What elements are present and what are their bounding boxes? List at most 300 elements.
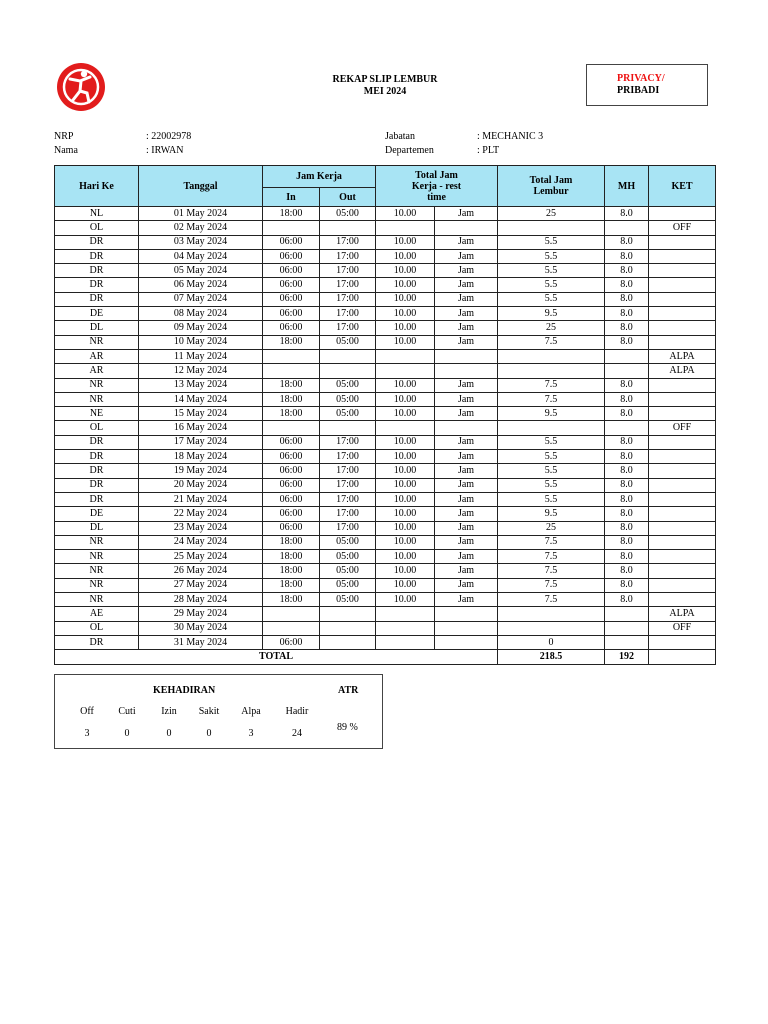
cell-unit [435,421,498,435]
cell-tanggal: 12 May 2024 [139,364,263,378]
summary-col-label: Off [80,706,94,717]
cell-hari: NR [55,593,139,607]
privacy-label: PRIVACY/ [617,73,665,84]
cell-ket [649,235,716,249]
cell-lembur: 0 [498,635,605,649]
cell-unit: Jam [435,450,498,464]
cell-in: 18:00 [263,564,320,578]
cell-out: 05:00 [320,578,376,592]
cell-tjk: 10.00 [376,249,435,263]
cell-tanggal: 17 May 2024 [139,435,263,449]
cell-tanggal: 05 May 2024 [139,264,263,278]
cell-out: 17:00 [320,435,376,449]
table-row [55,307,716,321]
cell-lembur: 7.5 [498,392,605,406]
cell-ket [649,435,716,449]
cell-out: 17:00 [320,292,376,306]
cell-hari: DR [55,249,139,263]
cell-tjk [376,635,435,649]
cell-ket [649,264,716,278]
cell-out [320,621,376,635]
cell-unit: Jam [435,478,498,492]
cell-lembur: 7.5 [498,578,605,592]
cell-lembur [498,607,605,621]
cell-out: 05:00 [320,593,376,607]
employee-info-right [385,130,705,160]
cell-hari: NR [55,392,139,406]
table-row [55,349,716,363]
table-row [55,421,716,435]
cell-lembur: 5.5 [498,450,605,464]
cell-unit: Jam [435,307,498,321]
table-row [55,621,716,635]
total-label: TOTAL [55,650,498,664]
cell-tjk: 10.00 [376,435,435,449]
cell-out: 17:00 [320,507,376,521]
cell-tjk: 10.00 [376,378,435,392]
cell-in: 18:00 [263,407,320,421]
cell-lembur [498,621,605,635]
departemen-value: : PLT [477,145,500,156]
table-row [55,593,716,607]
cell-ket [649,464,716,478]
cell-hari: OL [55,221,139,235]
cell-tanggal: 26 May 2024 [139,564,263,578]
cell-lembur: 5.5 [498,292,605,306]
summary-col-label: Alpa [241,706,261,717]
cell-unit: Jam [435,378,498,392]
cell-lembur: 7.5 [498,378,605,392]
jabatan-value: : MECHANIC 3 [477,131,544,142]
table-row [55,207,716,221]
cell-tjk: 10.00 [376,578,435,592]
summary-col-value: 24 [292,728,302,739]
cell-in: 18:00 [263,335,320,349]
cell-ket [649,478,716,492]
cell-mh: 8.0 [605,492,649,506]
table-row [55,364,716,378]
cell-in: 18:00 [263,550,320,564]
cell-tjk: 10.00 [376,593,435,607]
cell-hari: NR [55,564,139,578]
cell-in: 18:00 [263,378,320,392]
cell-tjk: 10.00 [376,264,435,278]
cell-hari: NE [55,407,139,421]
cell-unit: Jam [435,521,498,535]
cell-in: 18:00 [263,535,320,549]
cell-tanggal: 18 May 2024 [139,450,263,464]
header-tanggal: Tanggal [139,166,263,207]
cell-unit [435,349,498,363]
attendance-summary [54,674,383,749]
cell-in: 06:00 [263,635,320,649]
cell-ket: OFF [649,421,716,435]
cell-tanggal: 08 May 2024 [139,307,263,321]
cell-unit: Jam [435,593,498,607]
cell-tanggal: 10 May 2024 [139,335,263,349]
cell-in [263,421,320,435]
header-hari-ke: Hari Ke [55,166,139,207]
cell-mh [605,635,649,649]
cell-in: 06:00 [263,264,320,278]
cell-lembur: 9.5 [498,407,605,421]
cell-unit: Jam [435,335,498,349]
cell-mh [605,364,649,378]
cell-hari: NR [55,578,139,592]
table-row [55,507,716,521]
cell-out [320,221,376,235]
cell-in: 06:00 [263,249,320,263]
summary-col-value: 3 [84,728,90,739]
cell-unit [435,621,498,635]
cell-ket: ALPA [649,364,716,378]
cell-ket [649,407,716,421]
header-total-jam-kerja: Total Jam Kerja - rest time [376,166,498,207]
cell-lembur: 7.5 [498,593,605,607]
cell-unit: Jam [435,249,498,263]
cell-unit: Jam [435,207,498,221]
cell-mh: 8.0 [605,435,649,449]
cell-ket [649,450,716,464]
cell-hari: DR [55,435,139,449]
total-lembur: 218.5 [498,650,605,664]
cell-in: 18:00 [263,578,320,592]
privacy-box [586,64,708,106]
cell-out: 05:00 [320,407,376,421]
cell-tanggal: 16 May 2024 [139,421,263,435]
cell-hari: DR [55,464,139,478]
cell-lembur: 5.5 [498,235,605,249]
pribadi-label: PRIBADI [617,85,660,96]
cell-lembur: 5.5 [498,492,605,506]
cell-hari: AR [55,349,139,363]
cell-tjk: 10.00 [376,292,435,306]
cell-ket [649,249,716,263]
table-row [55,450,716,464]
cell-in [263,607,320,621]
table-row [55,264,716,278]
summary-col-label: Cuti [118,706,136,717]
cell-ket [649,307,716,321]
cell-hari: AE [55,607,139,621]
cell-out: 05:00 [320,207,376,221]
title-line-1: REKAP SLIP LEMBUR [332,74,438,85]
cell-lembur: 5.5 [498,249,605,263]
cell-ket [649,321,716,335]
table-row [55,550,716,564]
nrp-value: : 22002978 [146,131,192,142]
header-jam-kerja: Jam Kerja [263,166,376,188]
cell-out: 17:00 [320,464,376,478]
cell-tjk: 10.00 [376,550,435,564]
cell-unit: Jam [435,507,498,521]
cell-mh [605,621,649,635]
cell-ket [649,564,716,578]
cell-in: 06:00 [263,507,320,521]
cell-out: 17:00 [320,321,376,335]
nama-label: Nama [54,145,78,156]
running-figure-logo-icon [56,62,106,112]
table-row [55,521,716,535]
cell-ket [649,335,716,349]
cell-mh: 8.0 [605,392,649,406]
cell-out: 17:00 [320,264,376,278]
atr-value: 89 % [337,722,358,733]
cell-out: 05:00 [320,335,376,349]
cell-tanggal: 14 May 2024 [139,392,263,406]
summary-col-value: 0 [166,728,172,739]
header-ket: KET [649,166,716,207]
cell-mh: 8.0 [605,235,649,249]
cell-tjk: 10.00 [376,335,435,349]
cell-in: 06:00 [263,278,320,292]
cell-tjk: 10.00 [376,464,435,478]
cell-unit: Jam [435,564,498,578]
cell-out: 05:00 [320,535,376,549]
cell-hari: DR [55,235,139,249]
cell-lembur: 7.5 [498,564,605,578]
cell-tanggal: 04 May 2024 [139,249,263,263]
cell-ket [649,635,716,649]
document-title [270,74,500,98]
cell-hari: DR [55,264,139,278]
cell-out: 17:00 [320,492,376,506]
cell-lembur: 5.5 [498,278,605,292]
cell-mh: 8.0 [605,564,649,578]
cell-lembur [498,421,605,435]
cell-in: 06:00 [263,450,320,464]
cell-hari: NR [55,535,139,549]
cell-hari: DR [55,478,139,492]
table-row [55,378,716,392]
cell-mh: 8.0 [605,378,649,392]
table-row [55,607,716,621]
cell-lembur: 7.5 [498,535,605,549]
cell-ket [649,535,716,549]
cell-hari: DR [55,635,139,649]
cell-lembur [498,221,605,235]
cell-tjk: 10.00 [376,307,435,321]
cell-tjk: 10.00 [376,392,435,406]
cell-tjk: 10.00 [376,478,435,492]
cell-tanggal: 03 May 2024 [139,235,263,249]
cell-unit [435,635,498,649]
cell-lembur: 9.5 [498,307,605,321]
table-row [55,321,716,335]
cell-out: 17:00 [320,307,376,321]
cell-unit: Jam [435,264,498,278]
table-row [55,335,716,349]
company-logo [56,62,106,112]
atr-label: ATR [338,685,359,696]
table-row [55,249,716,263]
cell-out [320,349,376,363]
cell-hari: OL [55,621,139,635]
cell-in: 06:00 [263,321,320,335]
cell-lembur [498,364,605,378]
cell-hari: DL [55,321,139,335]
cell-tanggal: 20 May 2024 [139,478,263,492]
cell-lembur: 7.5 [498,335,605,349]
header-mh: MH [605,166,649,207]
cell-mh: 8.0 [605,207,649,221]
cell-hari: OL [55,421,139,435]
table-row [55,278,716,292]
cell-tanggal: 27 May 2024 [139,578,263,592]
cell-mh [605,421,649,435]
cell-unit [435,221,498,235]
departemen-label: Departemen [385,145,434,156]
cell-out: 17:00 [320,478,376,492]
cell-unit: Jam [435,435,498,449]
cell-unit: Jam [435,392,498,406]
cell-mh [605,221,649,235]
cell-lembur [498,349,605,363]
cell-tanggal: 23 May 2024 [139,521,263,535]
cell-in: 06:00 [263,307,320,321]
cell-tanggal: 28 May 2024 [139,593,263,607]
cell-tjk: 10.00 [376,492,435,506]
table-row [55,235,716,249]
cell-ket [649,207,716,221]
cell-out: 17:00 [320,249,376,263]
cell-mh: 8.0 [605,249,649,263]
cell-tjk: 10.00 [376,207,435,221]
nrp-label: NRP [54,131,74,142]
cell-out: 17:00 [320,235,376,249]
cell-tanggal: 21 May 2024 [139,492,263,506]
cell-ket: OFF [649,221,716,235]
table-row [55,407,716,421]
nama-value: : IRWAN [146,145,184,156]
cell-mh [605,607,649,621]
cell-tanggal: 30 May 2024 [139,621,263,635]
cell-tjk [376,364,435,378]
cell-hari: DR [55,450,139,464]
cell-hari: NR [55,335,139,349]
table-row [55,564,716,578]
cell-ket [649,292,716,306]
title-line-2: MEI 2024 [363,86,407,97]
cell-unit: Jam [435,407,498,421]
cell-in [263,349,320,363]
cell-tjk: 10.00 [376,507,435,521]
cell-hari: DR [55,492,139,506]
cell-out [320,364,376,378]
cell-lembur: 5.5 [498,464,605,478]
cell-out: 05:00 [320,378,376,392]
table-row [55,464,716,478]
cell-ket: OFF [649,621,716,635]
cell-mh: 8.0 [605,292,649,306]
cell-tjk: 10.00 [376,450,435,464]
cell-mh: 8.0 [605,550,649,564]
cell-in: 18:00 [263,593,320,607]
cell-mh: 8.0 [605,535,649,549]
header-in: In [263,188,320,207]
table-row [55,535,716,549]
cell-mh: 8.0 [605,335,649,349]
cell-lembur: 25 [498,521,605,535]
cell-tjk: 10.00 [376,321,435,335]
cell-in [263,221,320,235]
cell-ket: ALPA [649,349,716,363]
cell-ket: ALPA [649,607,716,621]
overtime-table [54,165,716,665]
cell-in: 18:00 [263,207,320,221]
cell-in: 06:00 [263,435,320,449]
summary-col-label: Hadir [285,706,309,717]
cell-mh: 8.0 [605,593,649,607]
cell-out: 17:00 [320,278,376,292]
cell-lembur: 9.5 [498,507,605,521]
cell-in: 06:00 [263,478,320,492]
total-mh: 192 [605,650,649,664]
cell-tanggal: 19 May 2024 [139,464,263,478]
cell-mh: 8.0 [605,450,649,464]
cell-hari: NR [55,378,139,392]
summary-col-value: 3 [248,728,254,739]
cell-tjk: 10.00 [376,235,435,249]
cell-ket [649,507,716,521]
cell-mh: 8.0 [605,321,649,335]
cell-mh: 8.0 [605,578,649,592]
summary-col-label: Sakit [198,706,220,717]
cell-tjk [376,221,435,235]
cell-out: 17:00 [320,521,376,535]
cell-in: 06:00 [263,292,320,306]
table-row [55,478,716,492]
cell-tjk [376,607,435,621]
cell-tanggal: 15 May 2024 [139,407,263,421]
cell-out: 17:00 [320,450,376,464]
cell-lembur: 5.5 [498,478,605,492]
cell-ket [649,278,716,292]
cell-in: 06:00 [263,492,320,506]
cell-lembur: 25 [498,207,605,221]
cell-tjk: 10.00 [376,407,435,421]
cell-ket [649,392,716,406]
cell-lembur: 5.5 [498,264,605,278]
cell-tjk [376,421,435,435]
table-row [55,392,716,406]
cell-unit: Jam [435,535,498,549]
cell-tjk: 10.00 [376,535,435,549]
cell-mh: 8.0 [605,264,649,278]
cell-in: 06:00 [263,464,320,478]
cell-in: 18:00 [263,392,320,406]
jabatan-label: Jabatan [385,131,415,142]
cell-tjk: 10.00 [376,521,435,535]
cell-tanggal: 31 May 2024 [139,635,263,649]
cell-in [263,621,320,635]
cell-tanggal: 06 May 2024 [139,278,263,292]
cell-hari: DE [55,507,139,521]
cell-tjk: 10.00 [376,564,435,578]
cell-in: 06:00 [263,521,320,535]
cell-mh: 8.0 [605,464,649,478]
cell-tjk [376,621,435,635]
cell-mh [605,349,649,363]
cell-hari: AR [55,364,139,378]
cell-tanggal: 07 May 2024 [139,292,263,306]
cell-lembur: 5.5 [498,435,605,449]
cell-unit: Jam [435,578,498,592]
cell-unit: Jam [435,492,498,506]
cell-tanggal: 11 May 2024 [139,349,263,363]
cell-tanggal: 02 May 2024 [139,221,263,235]
cell-out [320,635,376,649]
